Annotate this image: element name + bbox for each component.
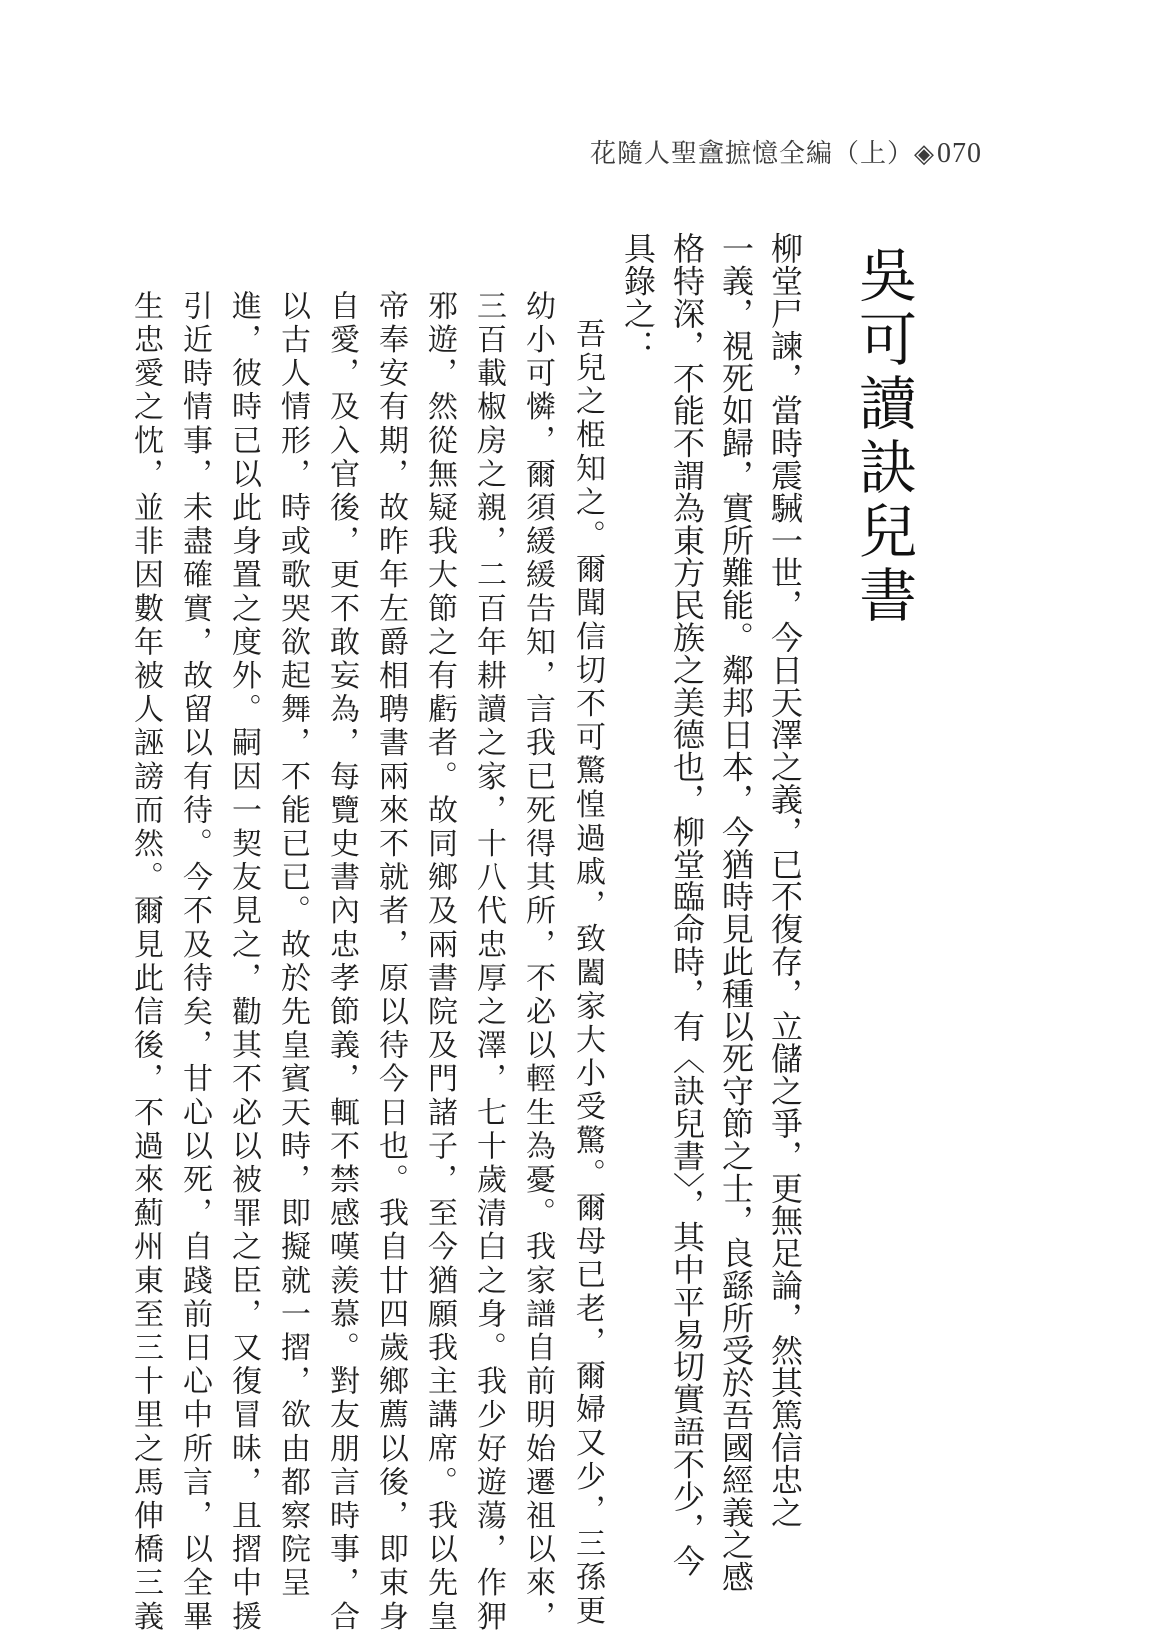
page-number: 070 (937, 138, 982, 169)
letter-line: 進，彼時已以此身置之度外。嗣因一契友見之，勸其不必以被罪之臣，又復冒昧，且摺中援 (226, 290, 261, 1634)
intro-line: 一義，視死如歸，實所難能。鄰邦日本，今猶時見此種以死守節之士，良繇所受於吾國經義之感 (717, 232, 755, 1593)
letter-line: 吾兒之栕知之。爾聞信切不可驚惶過戚，致闔家大小受驚。爾母已老，爾婦又少，三孫更 (570, 318, 605, 1629)
letter-line: 帝奉安有期，故昨年左爵相聘書兩來不就者，原以待今日也。我自廿四歲鄉薦以後，即束身 (373, 290, 408, 1634)
intro-line: 具錄之： (619, 232, 657, 362)
letter-line: 邪遊，然從無疑我大節之有虧者。故同鄉及兩書院及門諸子，至今猶願我主講席。我以先皇 (422, 290, 457, 1634)
letter-line: 幼小可憐，爾須緩緩告知，言我已死得其所，不必以輕生為憂。我家譜自前明始遷祖以來， (520, 290, 555, 1634)
letter-line: 生忠愛之忱，並非因數年被人誣謗而然。爾見此信後，不過來薊州東至三十里之馬伸橋三義 (128, 290, 163, 1634)
letter-line: 引近時情事，未盡確實，故留以有待。今不及待矣，甘心以死，自踐前日心中所言，以全畢 (177, 290, 212, 1634)
intro-line: 柳堂尸諫，當時震駴一世，今日天澤之義，已不復存，立儲之爭，更無足論，然其篤信忠之 (766, 232, 804, 1528)
letter-line: 自愛，及入官後，更不敢妄為，每覽史書內忠孝節義，輒不禁感嘆羨慕。對友朋言時事，合 (324, 290, 359, 1634)
book-title: 花隨人聖盦摭憶全編（上） (589, 139, 914, 169)
letter-line: 三百載椒房之親，二百年耕讀之家，十八代忠厚之澤，七十歲清白之身。我少好遊蕩，作狎 (471, 290, 506, 1634)
page-marker-icon: ◈ (914, 139, 935, 169)
letter-line: 以古人情形，時或歌哭欲起舞，不能已已。故於先皇賓天時，即擬就一摺，欲由都察院呈 (275, 290, 310, 1601)
chapter-title: 吳可讀訣兒書 (849, 245, 917, 629)
intro-line: 格特深，不能不謂為東方民族之美德也，柳堂臨命時，有〈訣兒書〉，其中平易切實語不少，今 (668, 232, 706, 1577)
running-header (590, 133, 982, 170)
